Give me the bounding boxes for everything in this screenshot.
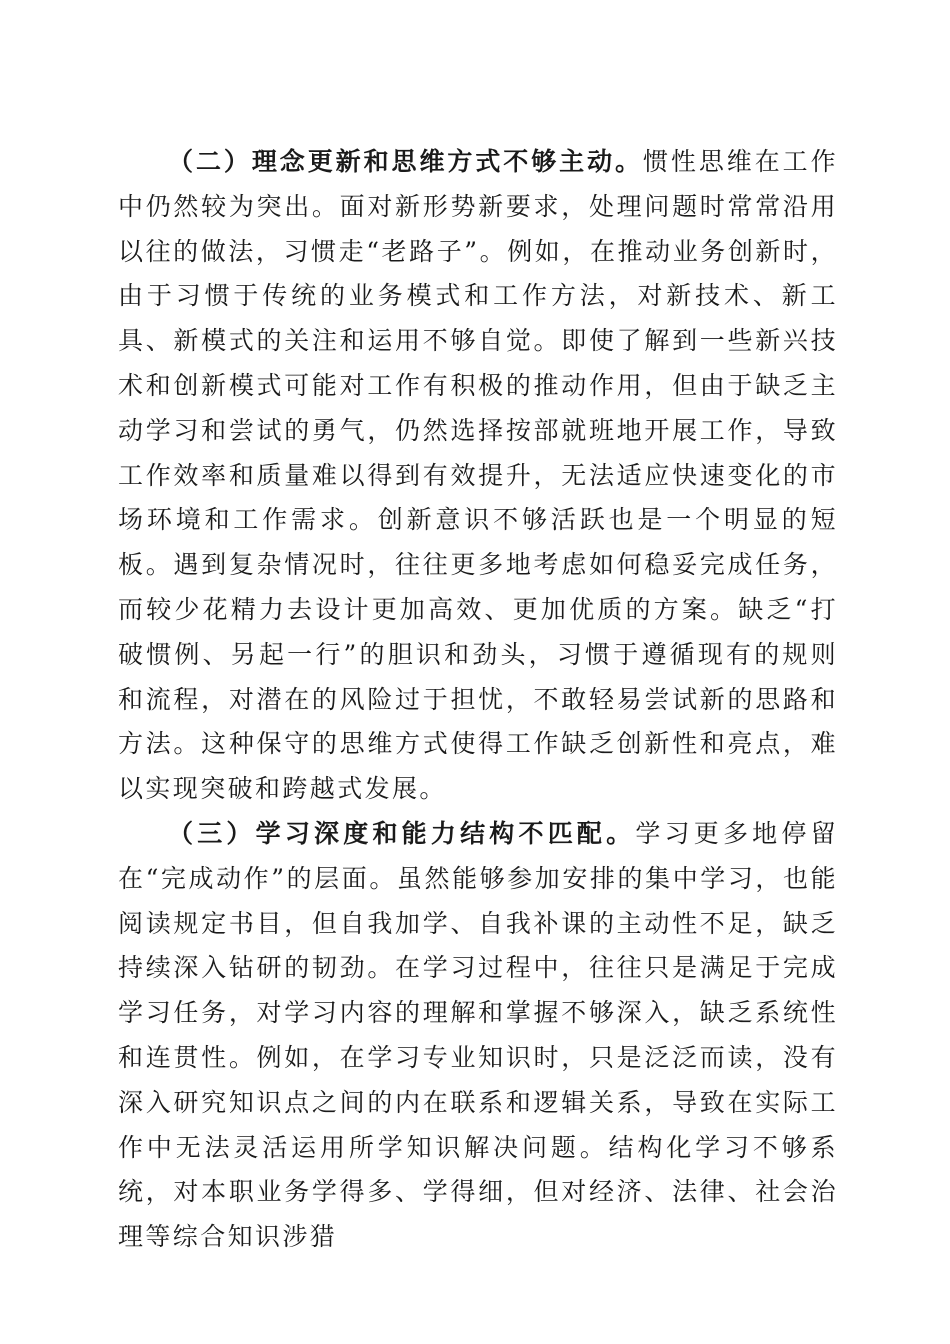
paragraph-text: 惯性思维在工作中仍然较为突出。面对新形势新要求，处理问题时常常沿用以往的做法，习惯走“老路子”。例如，在推动业务创新时，由于习惯于传统的业务模式和工作方法，对新技术、新工具、新模式的关注和运用不够自觉。即使了解到一些新兴技术和创新模式可能对工作有积极的推动作用，但由于缺乏主动学习和尝试的勇气，仍然选择按部就班地开展工作，导致工作效率和质量难以得到有效提升，无法适应快速变化的市场环境和工作需求。创新意识不够活跃也是一个明显的短板。遇到复杂情况时，往往更多地考虑如何稳妥完成任务，而较少花精力去设计更加高效、更加优质的方案。缺乏“打破惯例、另起一行”的胆识和劲头，习惯于遵循现有的规则和流程，对潜在的风险过于担忧，不敢轻易尝试新的思路和方法。这种保守的思维方式使得工作缺乏创新性和亮点，难以实现突破和跨越式发展。 [118,147,838,804]
document-body [118,140,838,1260]
paragraph-learning-depth [118,812,838,1260]
paragraph-concept-renewal [118,140,838,812]
section-heading-3: （三）学习深度和能力结构不匹配。 [168,818,636,848]
paragraph-text: 学习更多地停留在“完成动作”的层面。虽然能够参加安排的集中学习，也能阅读规定书目，但自我加学、自我补课的主动性不足，缺乏持续深入钻研的韧劲。在学习过程中，往往只是满足于完成学习任务，对学习内容的理解和掌握不够深入，缺乏系统性和连贯性。例如，在学习专业知识时，只是泛泛而读，没有深入研究知识点之间的内在联系和逻辑关系，导致在实际工作中无法灵活运用所学知识解决问题。结构化学习不够系统，对本职业务学得多、学得细，但对经济、法律、社会治理等综合知识涉猎 [118,818,838,1252]
section-heading-2: （二）理念更新和思维方式不够主动。 [168,147,643,176]
